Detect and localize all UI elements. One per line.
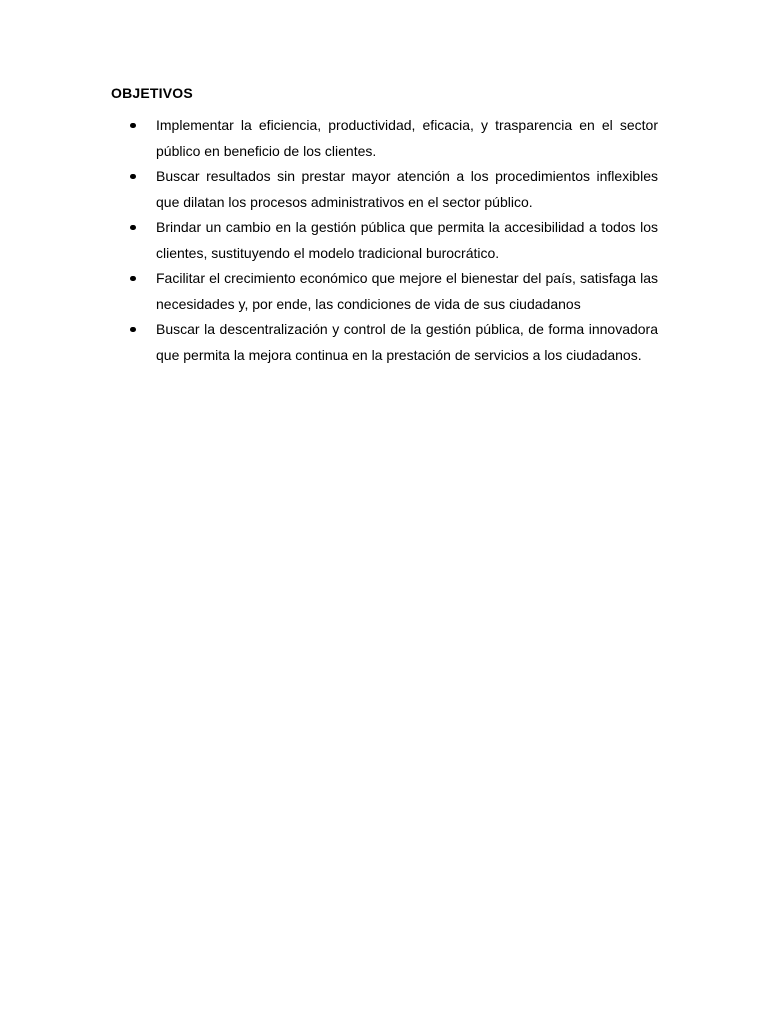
list-item <box>130 317 658 368</box>
list-item <box>130 164 658 215</box>
objective-text: Implementar la eficiencia, productividad, eficacia, y trasparencia en el sector público en beneficio de los clientes. <box>156 117 658 159</box>
objective-text: Buscar resultados sin prestar mayor atención a los procedimientos inflexibles que dilatan los procesos administrativos en el sector público. <box>156 168 658 210</box>
bullet-icon <box>130 123 136 129</box>
objective-text: Brindar un cambio en la gestión pública que permita la accesibilidad a todos los clientes, sustituyendo el modelo tradicional burocrático. <box>156 219 658 261</box>
list-item <box>130 215 658 266</box>
list-item <box>130 113 658 164</box>
bullet-icon <box>130 225 136 231</box>
objectives-list <box>130 113 658 368</box>
objective-text: Buscar la descentralización y control de la gestión pública, de forma innovadora que permita la mejora continua en la prestación de servicios a los ciudadanos. <box>156 321 658 363</box>
bullet-icon <box>130 276 136 282</box>
list-item <box>130 266 658 317</box>
bullet-icon <box>130 327 136 333</box>
bullet-icon <box>130 174 136 180</box>
objective-text: Facilitar el crecimiento económico que mejore el bienestar del país, satisfaga las necesidades y, por ende, las condiciones de vida de sus ciudadanos <box>156 270 658 312</box>
section-heading: OBJETIVOS <box>111 85 193 101</box>
